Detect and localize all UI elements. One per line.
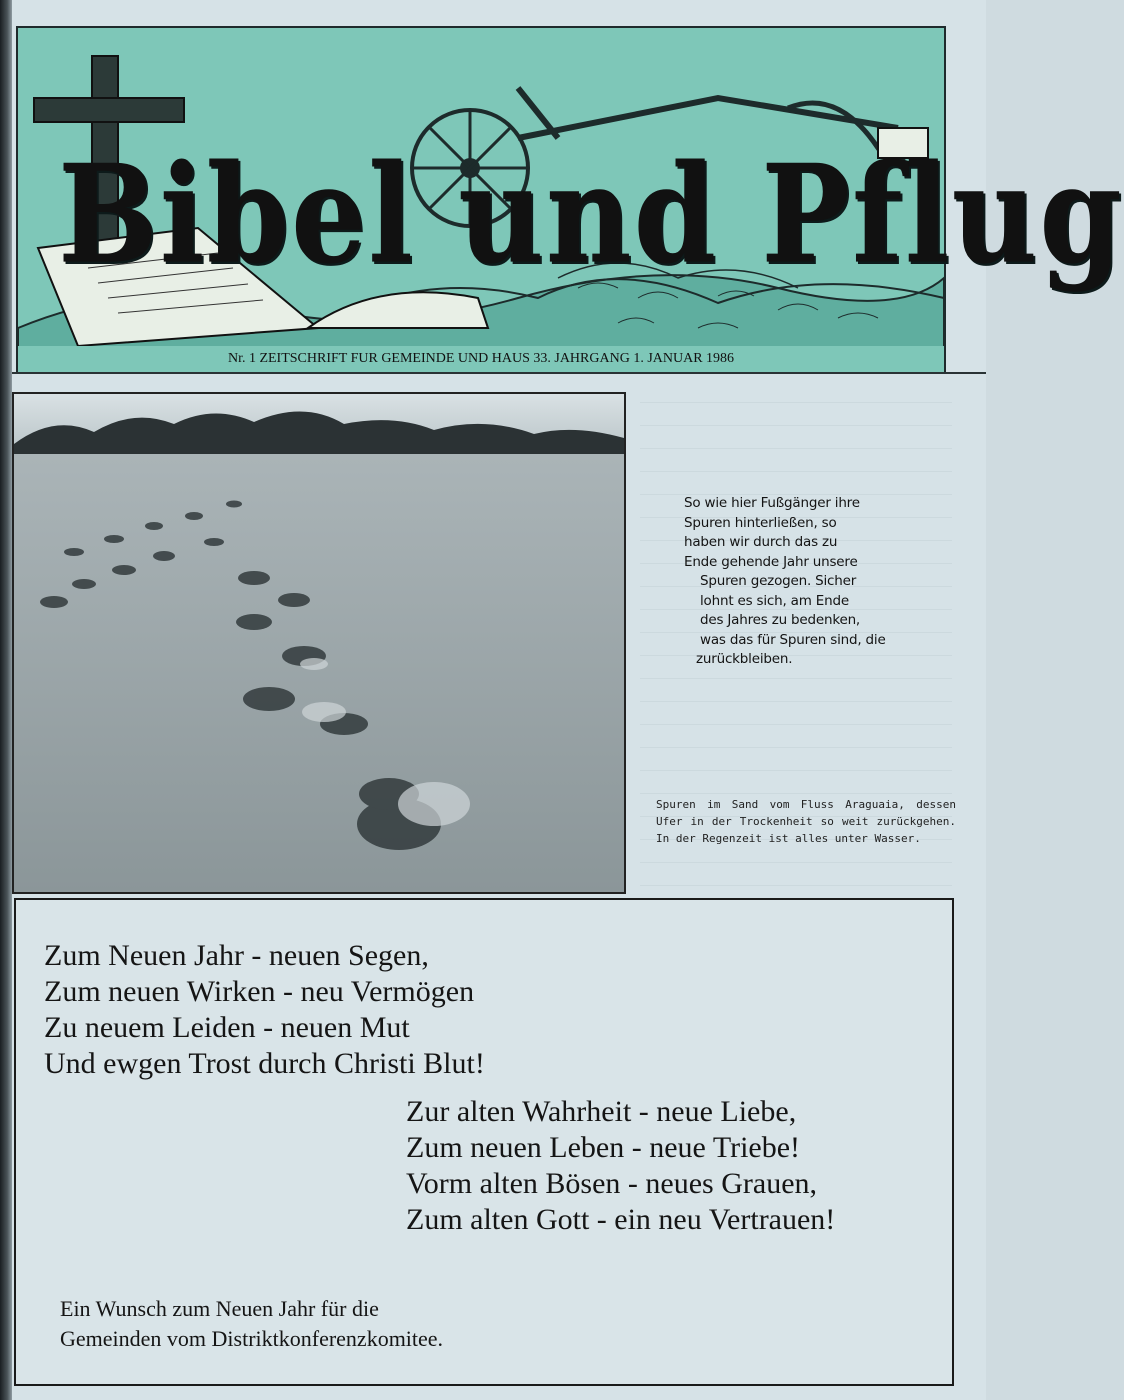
caption-line: lohnt es sich, am Ende — [700, 592, 849, 609]
poem-line: Zum alten Gott - ein neu Vertrauen! — [406, 1203, 836, 1236]
book-binding — [0, 0, 12, 1400]
footprints-photo — [12, 392, 626, 894]
poem-line: Vorm alten Bösen - neues Grauen, — [406, 1167, 818, 1200]
poem-line: Zu neuem Leiden - neuen Mut — [44, 1011, 410, 1044]
masthead-title: Bibel und Pflug — [58, 134, 1124, 294]
caption-line: Spuren hinterließen, so — [684, 514, 837, 531]
caption-line: zurückbleiben. — [696, 651, 793, 667]
poem-stanza-2 — [406, 1094, 835, 1238]
masthead — [16, 26, 1124, 350]
caption-line: Spuren gezogen. Sicher — [700, 573, 857, 589]
poem-line: Zum neuen Leben - neue Triebe! — [406, 1131, 801, 1164]
caption-line: des Jahres zu bedenken, — [700, 612, 861, 628]
new-year-poem-box — [14, 898, 954, 1386]
photo-secondary-caption: Spuren im Sand vom Fluss Araguaia, dessen Ufer in der Trockenheit so weit zurückgehen. In der Regenzeit ist alles unter Wasser. — [656, 798, 956, 845]
poem-line: Zum Neuen Jahr - neuen Segen, — [44, 939, 429, 972]
caption-line: haben wir durch das zu — [684, 534, 838, 550]
photo-caption — [684, 494, 924, 670]
caption-line: Ende gehende Jahr unsere — [684, 553, 858, 570]
caption-line: So wie hier Fußgänger ihre — [684, 495, 860, 511]
issue-line: Nr. 1 ZEITSCHRIFT FUR GEMEINDE UND HAUS 33. JAHRGANG 1. JANUAR 1986 — [16, 346, 946, 372]
wish-line: Ein Wunsch zum Neuen Jahr für die — [60, 1296, 379, 1321]
wish-line: Gemeinden vom Distriktkonferenzkomitee. — [60, 1326, 444, 1351]
poem-line: Und ewgen Trost durch Christi Blut! — [44, 1047, 485, 1080]
poem-line: Zur alten Wahrheit - neue Liebe, — [406, 1095, 797, 1128]
magazine-page — [12, 0, 1124, 1400]
new-year-wish — [60, 1294, 443, 1354]
caption-line: was das für Spuren sind, die — [700, 631, 886, 648]
poem-stanza-1 — [44, 938, 485, 1082]
divider — [12, 372, 986, 374]
poem-line: Zum neuen Wirken - neu Vermögen — [44, 975, 475, 1008]
